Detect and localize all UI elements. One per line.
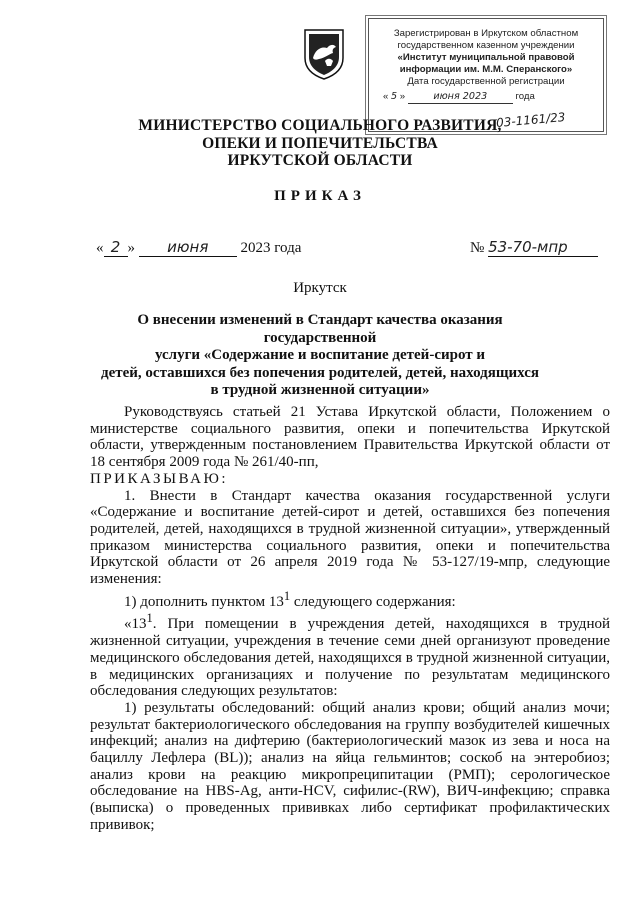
results-paragraph: 1) результаты обследований: общий анализ крови; общий анализ мочи; результат бактериологического обследования на группу возбудителей кишечных инфекций; анализ на дифтерию (бактериологический мазок из зева и носа на бациллу Лефлера (BL)); анализ на яйца гельминтов; соскоб на энтеробиоз; анализ крови на реакцию микропреципитации (РМП); серологическое обследование на HBS-Ag, анти-HCV, сифилис-(RW), ВИЧ-инфекцию; справка (выписка) о проведенных прививках либо сертификат профилактических прививок; [90, 699, 610, 833]
document-type: ПРИКАЗ [274, 188, 366, 204]
order-date-year: 2023 года [240, 240, 302, 256]
ministry-line: ИРКУТСКОЙ ОБЛАСТИ [227, 152, 413, 169]
new-clause-text: . При помещении в учреждения детей, находящихся в трудной жизненной ситуации, учреждения в течение семи дней организуют проведение медицинского обследования детей, находящихся в трудной жизненной ситуации, в медицинских организациях и получение по результатам медицинского обследования следующих результатов: [90, 616, 610, 700]
subitem-1-text: 1) дополнить пунктом 13 [124, 593, 284, 610]
subitem-1-paragraph [90, 588, 610, 611]
new-clause-paragraph [90, 610, 610, 700]
order-date-day: 2 [104, 238, 128, 257]
title-line: детей, оставшихся без попечения родителей, детей, находящихся [101, 364, 539, 381]
subitem-1-sup: 1 [283, 588, 291, 603]
title-line: О внесении изменений в Стандарт качества оказания государственной [137, 312, 503, 346]
stamp-date: « 5 » июня 2023 года [383, 91, 535, 102]
order-body [90, 404, 610, 834]
registration-number: 03-1161/23 [495, 110, 566, 130]
stamp-line: информации им. М.М. Сперанского» [399, 64, 573, 75]
order-word: ПРИКАЗЫВАЮ: [90, 470, 229, 487]
order-date: « 2 » июня 2023 года [96, 238, 302, 256]
stamp-date-month: июня 2023 [408, 91, 513, 104]
coat-of-arms-icon [303, 28, 345, 80]
order-number [470, 238, 598, 257]
order-number-value: 53-70-мпр [488, 238, 598, 257]
ministry-name [110, 117, 530, 170]
stamp-date-day: 5 [391, 91, 398, 102]
order-date-month: июня [139, 238, 237, 257]
ministry-line: ОПЕКИ И ПОПЕЧИТЕЛЬСТВА [202, 134, 438, 152]
title-line: в трудной жизненной ситуации» [210, 382, 430, 398]
new-clause-start: «13 [124, 616, 147, 633]
subitem-1-text-end: следующего содержания: [290, 593, 456, 610]
stamp-line: Зарегистрирован в Иркутском областном [393, 28, 579, 39]
stamp-line: «Институт муниципальной правовой [397, 52, 575, 63]
order-title [90, 312, 550, 400]
order-number-prefix: № [470, 240, 485, 256]
ministry-line: МИНИСТЕРСТВО СОЦИАЛЬНОГО РАЗВИТИЯ, [138, 117, 502, 134]
registration-stamp [368, 18, 604, 132]
item-1-paragraph: 1. Внести в Стандарт качества оказания государственной услуги «Содержание и воспитание детей-сирот и детей, оставшихся без попечения родителей, детей, находящихся в трудной жизненной ситуации», утвержденный приказом министерства социального развития, опеки и попечительства Иркутской области от 26 апреля 2019 года № 53-127/19-мпр, следующие изменения: [90, 487, 610, 588]
stamp-line: Дата государственной регистрации [407, 76, 565, 87]
new-clause-sup: 1 [146, 611, 153, 626]
stamp-date-suffix: года [515, 91, 535, 102]
stamp-line: государственном казенном учреждении [397, 40, 575, 51]
title-line: услуги «Содержание и воспитание детей-сирот и [154, 347, 486, 363]
preamble-paragraph: Руководствуясь статьей 21 Устава Иркутской области, Положением о министерстве социального развития, опеки и попечительства Иркутской области, утвержденным постановлением Правительства Иркутской области от 18 сентября 2009 года № 261/40-пп, [90, 404, 610, 471]
city: Иркутск [293, 280, 347, 296]
